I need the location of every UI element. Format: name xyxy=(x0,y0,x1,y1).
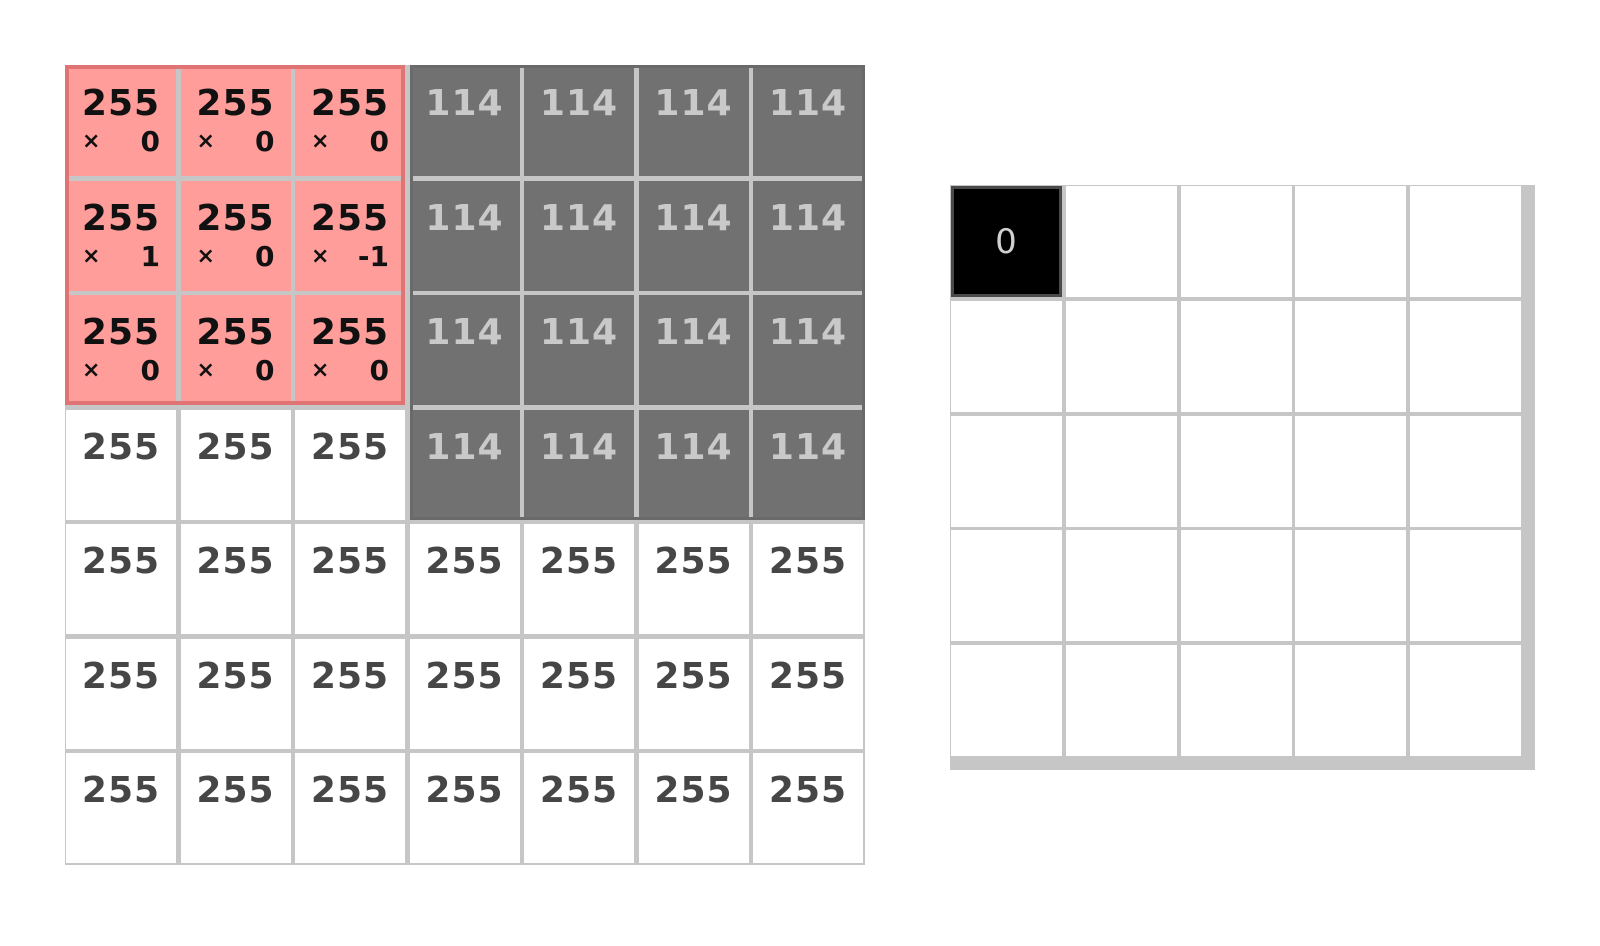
pixel-cell xyxy=(66,753,176,863)
kernel-weight xyxy=(82,241,160,273)
pixel-value: 114 xyxy=(539,312,619,353)
output-cell xyxy=(951,530,1062,641)
pixel-value: 255 xyxy=(768,655,848,697)
kernel-cell xyxy=(66,66,176,176)
pixel-cell xyxy=(639,410,749,520)
pixel-cell xyxy=(295,410,405,520)
pixel-cell xyxy=(181,639,291,749)
pixel-value: 255 xyxy=(768,770,848,811)
pixel-cell xyxy=(639,753,749,863)
output-cell xyxy=(1066,416,1177,527)
pixel-cell xyxy=(66,524,176,634)
pixel-value: 114 xyxy=(654,426,733,468)
kernel-cell xyxy=(181,181,291,291)
output-cell xyxy=(1181,530,1292,641)
pixel-cell xyxy=(181,410,291,520)
output-cell xyxy=(1181,186,1292,297)
output-cell xyxy=(1410,645,1521,756)
kernel-weight-value: 0 xyxy=(255,239,275,273)
pixel-value: 255 xyxy=(310,83,390,124)
pixel-cell xyxy=(410,66,520,176)
kernel-weight xyxy=(82,126,160,158)
pixel-value: 114 xyxy=(768,83,848,124)
pixel-cell xyxy=(410,753,520,863)
pixel-cell xyxy=(410,181,520,291)
kernel-weight-value: 0 xyxy=(140,125,160,158)
pixel-cell xyxy=(753,181,863,291)
pixel-value: 114 xyxy=(768,197,848,239)
pixel-value: 255 xyxy=(310,541,390,582)
output-cell xyxy=(1410,416,1521,527)
kernel-cell xyxy=(181,295,291,405)
pixel-cell xyxy=(524,639,634,749)
pixel-cell xyxy=(410,639,520,749)
pixel-cell xyxy=(639,295,749,405)
pixel-cell xyxy=(66,410,176,520)
multiply-symbol: × xyxy=(82,358,101,383)
pixel-value: 114 xyxy=(425,83,504,124)
pixel-value: 114 xyxy=(768,312,848,353)
output-cell-filled xyxy=(951,186,1062,297)
kernel-cell xyxy=(295,181,405,291)
pixel-cell xyxy=(295,753,405,863)
pixel-cell xyxy=(181,753,291,863)
output-cell xyxy=(1410,530,1521,641)
kernel-weight-value: 0 xyxy=(255,354,275,387)
pixel-cell xyxy=(295,639,405,749)
multiply-symbol: × xyxy=(82,243,101,269)
multiply-symbol: × xyxy=(82,129,101,154)
pixel-cell xyxy=(181,524,291,634)
pixel-cell xyxy=(66,639,176,749)
pixel-value: 114 xyxy=(768,426,848,468)
output-cell xyxy=(1066,301,1177,412)
pixel-cell xyxy=(753,753,863,863)
pixel-cell xyxy=(524,181,634,291)
pixel-cell xyxy=(753,524,863,634)
pixel-value: 114 xyxy=(425,197,504,239)
multiply-symbol: × xyxy=(311,129,330,154)
pixel-value: 255 xyxy=(81,83,161,124)
multiply-symbol: × xyxy=(196,243,215,269)
pixel-value: 114 xyxy=(539,83,619,124)
pixel-value: 255 xyxy=(196,541,275,582)
pixel-value: 255 xyxy=(196,655,275,697)
pixel-cell xyxy=(295,524,405,634)
pixel-value: 255 xyxy=(196,770,275,811)
kernel-weight xyxy=(197,126,275,158)
pixel-value: 255 xyxy=(539,655,619,697)
pixel-cell xyxy=(524,753,634,863)
kernel-weight xyxy=(311,355,389,387)
pixel-cell xyxy=(524,295,634,405)
output-cell xyxy=(951,416,1062,527)
pixel-cell xyxy=(753,410,863,520)
kernel-weight xyxy=(197,241,275,273)
pixel-value: 255 xyxy=(196,197,275,239)
output-cell xyxy=(1295,186,1406,297)
pixel-cell xyxy=(524,524,634,634)
pixel-cell xyxy=(639,66,749,176)
kernel-weight-value: -1 xyxy=(357,239,389,273)
kernel-weight-value: 1 xyxy=(140,239,160,273)
output-cell xyxy=(1066,645,1177,756)
pixel-value: 255 xyxy=(81,312,161,353)
kernel-cell xyxy=(295,66,405,176)
pixel-cell xyxy=(524,410,634,520)
pixel-cell xyxy=(753,639,863,749)
pixel-value: 114 xyxy=(539,426,619,468)
pixel-value: 255 xyxy=(196,426,275,468)
kernel-cell xyxy=(295,295,405,405)
pixel-value: 255 xyxy=(654,770,733,811)
pixel-value: 255 xyxy=(310,312,390,353)
kernel-weight xyxy=(82,355,160,387)
pixel-cell xyxy=(639,524,749,634)
output-cell xyxy=(1066,186,1177,297)
pixel-value: 255 xyxy=(196,83,275,124)
kernel-weight xyxy=(311,126,389,158)
multiply-symbol: × xyxy=(311,358,330,383)
pixel-cell xyxy=(753,295,863,405)
multiply-symbol: × xyxy=(196,129,215,154)
kernel-weight xyxy=(311,241,389,273)
output-cell xyxy=(1181,645,1292,756)
output-cell xyxy=(1295,530,1406,641)
pixel-value: 255 xyxy=(81,655,161,697)
pixel-value: 255 xyxy=(310,655,390,697)
pixel-value: 255 xyxy=(310,197,390,239)
pixel-value: 114 xyxy=(654,312,733,353)
output-value: 0 xyxy=(995,221,1018,262)
pixel-cell xyxy=(410,524,520,634)
pixel-value: 255 xyxy=(81,770,161,811)
pixel-value: 255 xyxy=(310,770,390,811)
output-cell xyxy=(1295,645,1406,756)
pixel-value: 114 xyxy=(654,83,733,124)
pixel-value: 114 xyxy=(654,197,733,239)
pixel-cell xyxy=(524,66,634,176)
pixel-value: 255 xyxy=(425,770,504,811)
kernel-cell xyxy=(66,181,176,291)
output-cell xyxy=(1410,301,1521,412)
multiply-symbol: × xyxy=(311,243,330,269)
output-cell xyxy=(951,645,1062,756)
pixel-value: 255 xyxy=(768,541,848,582)
kernel-weight-value: 0 xyxy=(369,125,389,158)
pixel-value: 255 xyxy=(81,197,161,239)
pixel-value: 255 xyxy=(196,312,275,353)
output-cell xyxy=(1181,416,1292,527)
pixel-value: 255 xyxy=(310,426,390,468)
output-cell xyxy=(1066,530,1177,641)
pixel-value: 255 xyxy=(654,655,733,697)
pixel-cell xyxy=(639,639,749,749)
pixel-value: 114 xyxy=(425,426,504,468)
output-cell xyxy=(1295,301,1406,412)
output-cell xyxy=(1410,186,1521,297)
output-cell xyxy=(1295,416,1406,527)
pixel-cell xyxy=(410,410,520,520)
kernel-weight-value: 0 xyxy=(369,354,389,387)
kernel-weight-value: 0 xyxy=(140,354,160,387)
kernel-cell xyxy=(181,66,291,176)
output-feature-map-grid xyxy=(950,185,1535,770)
kernel-weight-value: 0 xyxy=(255,125,275,158)
pixel-value: 255 xyxy=(81,426,161,468)
pixel-cell xyxy=(410,295,520,405)
pixel-cell xyxy=(639,181,749,291)
multiply-symbol: × xyxy=(196,358,215,383)
pixel-value: 114 xyxy=(425,312,504,353)
pixel-value: 255 xyxy=(539,541,619,582)
pixel-cell xyxy=(753,66,863,176)
pixel-value: 255 xyxy=(654,541,733,582)
pixel-value: 255 xyxy=(81,541,161,582)
input-image-grid xyxy=(65,65,865,865)
kernel-weight xyxy=(197,355,275,387)
kernel-cell xyxy=(66,295,176,405)
pixel-value: 255 xyxy=(425,541,504,582)
output-cell xyxy=(951,301,1062,412)
pixel-value: 114 xyxy=(539,197,619,239)
output-cell xyxy=(1181,301,1292,412)
pixel-value: 255 xyxy=(425,655,504,697)
pixel-value: 255 xyxy=(539,770,619,811)
